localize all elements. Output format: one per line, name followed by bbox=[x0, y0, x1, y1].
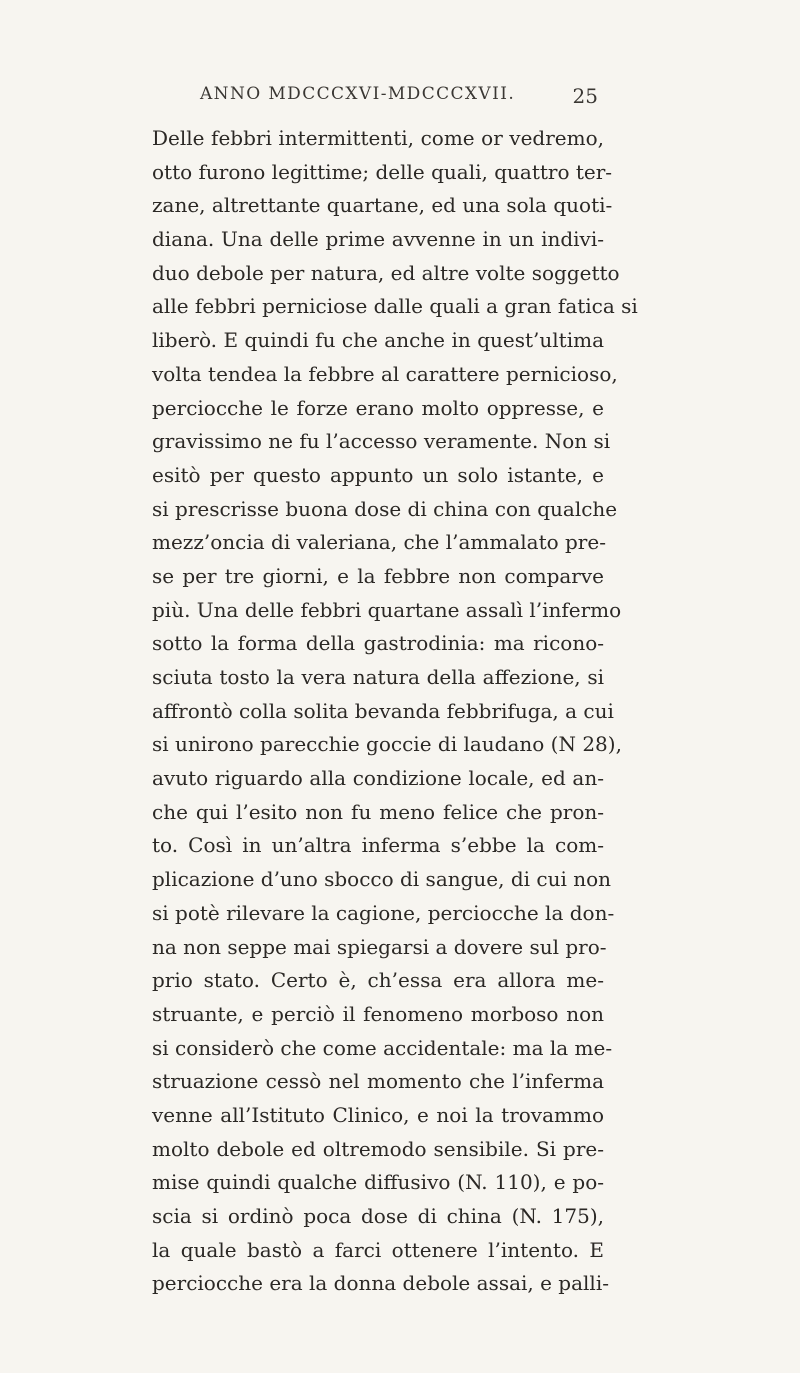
text-line: zane, altrettante quartane, ed una sola quoti- bbox=[152, 193, 613, 218]
text-line: esitò per questo appunto un solo istante, e bbox=[152, 462, 604, 487]
text-line: che qui l’esito non fu meno felice che pron- bbox=[152, 799, 604, 824]
text-line: perciocche le forze erano molto oppresse, e bbox=[152, 395, 604, 420]
text-line: struazione cessò nel momento che l’inferma bbox=[152, 1069, 604, 1094]
text-line: prio stato. Certo è, ch’essa era allora me- bbox=[152, 968, 604, 993]
text-line: na non seppe mai spiegarsi a dovere sul pro- bbox=[152, 934, 607, 959]
text-line: più. Una delle febbri quartane assalì l’infermo bbox=[152, 597, 622, 622]
text-line: volta tendea la febbre al carattere pernicioso, bbox=[152, 361, 618, 386]
text-line: si prescrisse buona dose di china con qualche bbox=[152, 496, 618, 521]
text-line: duo debole per natura, ed altre volte soggetto bbox=[152, 260, 620, 285]
text-line: mezz’oncia di valeriana, che l’ammalato pre- bbox=[152, 530, 606, 555]
text-line: molto debole ed oltremodo sensibile. Si pre- bbox=[152, 1136, 604, 1161]
running-head: ANNO MDCCCXVI-MDCCCXVII. bbox=[200, 84, 516, 104]
text-line: Delle febbri intermittenti, come or vedremo, bbox=[152, 126, 604, 150]
body-text bbox=[152, 122, 638, 1301]
text-line: diana. Una delle prime avvenne in un indivi- bbox=[152, 227, 604, 252]
text-line: gravissimo ne fu l’accesso veramente. Non si bbox=[152, 429, 611, 454]
text-line: liberò. E quindi fu che anche in quest’ultima bbox=[152, 328, 604, 353]
text-line: la quale bastò a farci ottenere l’intento. E bbox=[152, 1237, 604, 1262]
text-line: perciocche era la donna debole assai, e palli- bbox=[152, 1271, 609, 1296]
text-line: mise quindi qualche diffusivo (N. 110), e po- bbox=[152, 1170, 604, 1195]
text-line: to. Così in un’altra inferma s’ebbe la com- bbox=[152, 833, 604, 858]
text-line: affrontò colla solita bevanda febbrifuga, a cui bbox=[152, 698, 614, 723]
text-line: otto furono legittime; delle quali, quattro ter- bbox=[152, 159, 613, 184]
page-number: 25 bbox=[572, 84, 598, 108]
text-line: avuto riguardo alla condizione locale, ed an- bbox=[152, 766, 604, 791]
text-line: se per tre giorni, e la febbre non comparve bbox=[152, 563, 604, 588]
text-line: venne all’Istituto Clinico, e noi la trovammo bbox=[152, 1102, 604, 1127]
text-line: si unirono parecchie goccie di laudano (N 28), bbox=[152, 732, 622, 757]
text-line: si considerò che come accidentale: ma la me- bbox=[152, 1035, 613, 1060]
text-line: scia si ordinò poca dose di china (N. 175), bbox=[152, 1204, 604, 1228]
text-line: sotto la forma della gastrodinia: ma ricono- bbox=[152, 631, 604, 656]
text-line: alle febbri perniciose dalle quali a gran fatica si bbox=[152, 294, 638, 319]
text-line: sciuta tosto la vera natura della affezione, si bbox=[152, 665, 604, 689]
page-header bbox=[200, 84, 598, 110]
text-line: plicazione d’uno sbocco di sangue, di cui non bbox=[152, 867, 612, 892]
text-line: struante, e perciò il fenomeno morboso non bbox=[152, 1001, 604, 1026]
text-line: si potè rilevare la cagione, perciocche la don- bbox=[152, 900, 615, 925]
